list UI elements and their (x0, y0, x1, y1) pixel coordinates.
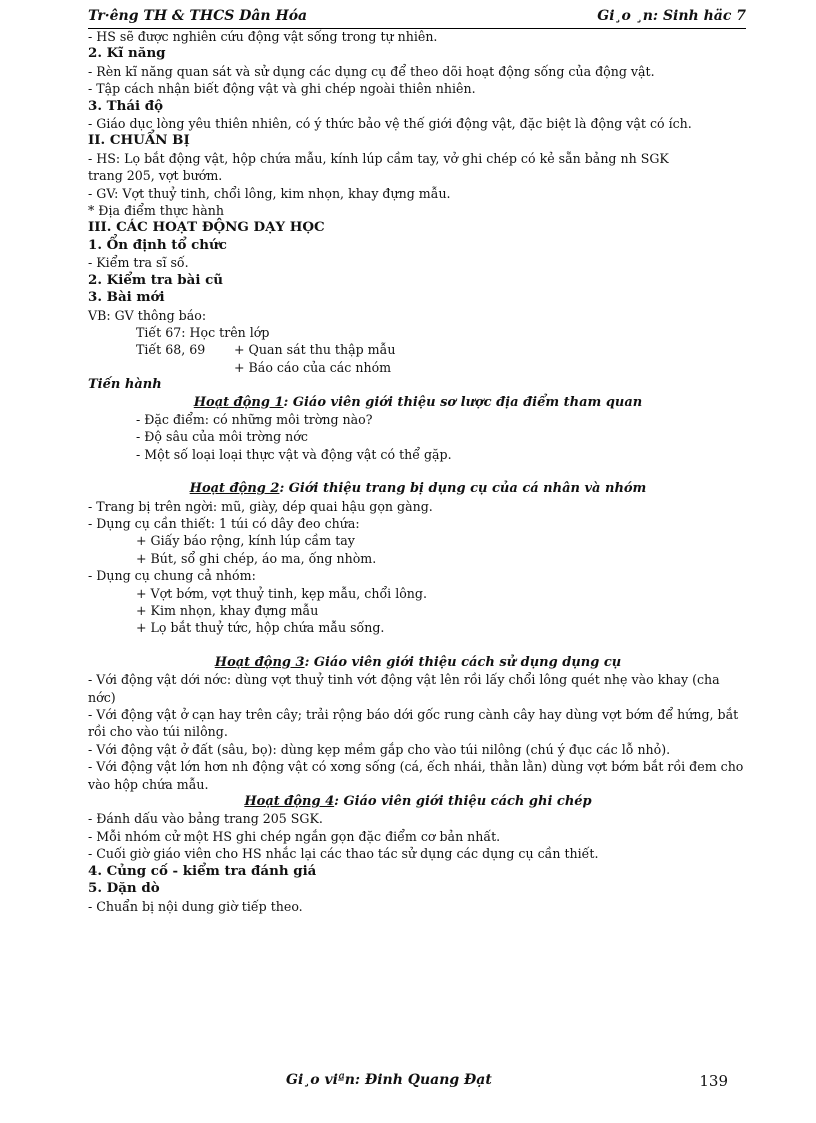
activity-title (88, 480, 748, 497)
schedule-line (88, 341, 748, 358)
list-item: - Một số loại loại thực vật và động vật có thể gặp. (136, 446, 452, 462)
schedule-line: Tiết 67: Học trên lớp (136, 324, 270, 340)
schedule-period: Tiết 68, 69 (136, 342, 206, 358)
section-heading: 3. Bài mới (88, 289, 165, 306)
activity-name: : Giáo viên giới thiệu sơ lược địa điểm tham quan (283, 394, 643, 410)
text-line: - HS: Lọ bắt động vật, hộp chứa mẫu, kính lúp cầm tay, vở ghi chép có kẻ sẵn bảng nh SGK (88, 150, 669, 166)
list-item: + Vợt bớm, vợt thuỷ tinh, kẹp mẫu, chổi lông. (136, 585, 427, 601)
section-heading: II. CHUẨN BỊ (88, 132, 190, 149)
page-number: 139 (699, 1072, 728, 1090)
text-line: - GV: Vợt thuỷ tinh, chổi lông, kim nhọn, khay đựng mẫu. (88, 185, 451, 201)
list-item: + Kim nhọn, khay đựng mẫu (136, 603, 319, 618)
paragraph: - Với động vật ở cạn hay trên cây; trải rộng báo dới gốc rung cành cây hay dùng vợt bớm để hứng, bắt rồi cho vào túi nilông. (88, 707, 739, 740)
text-line: - Chuẩn bị nội dung giờ tiếp theo. (88, 898, 303, 914)
spacer (88, 463, 748, 480)
activity-label: Hoạt động 3 (214, 654, 305, 670)
section-heading: III. CÁC HOẠT ĐỘNG DẠY HỌC (88, 219, 325, 236)
section-heading: 2. Kĩ năng (88, 45, 166, 62)
activity-label: Hoạt động 1 (193, 394, 284, 410)
list-item: + Giấy báo rộng, kính lúp cầm tay (136, 533, 355, 549)
text-line: * Địa điểm thực hành (88, 203, 224, 219)
text-line: - Dụng cụ cần thiết: 1 túi có dây đeo chứa: (88, 515, 360, 531)
paragraph: - Với động vật ở đất (sâu, bọ): dùng kẹp mềm gắp cho vào túi nilông (chú ý đục các lỗ nhỏ). (88, 741, 671, 757)
list-item: + Lọ bắt thuỷ tức, hộp chứa mẫu sống. (136, 620, 385, 636)
document-body (88, 28, 748, 915)
text-line: - Giáo dục lòng yêu thiên nhiên, có ý thức bảo vệ thế giới động vật, đặc biệt là động vật có ích. (88, 116, 692, 132)
paragraph: - Với động vật lớn hơn nh động vật có xơng sống (cá, ếch nhái, thằn lằn) dùng vợt bớm bắt rồi đem cho vào hộp chứa mẫu. (88, 759, 744, 792)
activity-label: Hoạt động 4 (244, 794, 335, 810)
page-footer (88, 1072, 728, 1096)
section-heading: 4. Củng cố - kiểm tra đánh giá (88, 862, 317, 879)
header-subject: Gi¸o ¸n: Sinh häc 7 (597, 8, 746, 24)
text-line: - Dụng cụ chung cả nhóm: (88, 568, 256, 584)
activity-name: : Giáo viên giới thiệu cách sử dụng dụng cụ (304, 654, 622, 670)
text-line: - Kiểm tra sĩ số. (88, 255, 189, 271)
activity-title (88, 793, 748, 810)
schedule-item: + Quan sát thu thập mẫu (234, 342, 396, 358)
text-line: - HS sẽ được nghiên cứu động vật sống trong tự nhiên. (88, 29, 438, 44)
text-line: trang 205, vợt bướm. (88, 168, 223, 184)
schedule-line: + Báo cáo của các nhóm (234, 359, 392, 375)
list-item: - Độ sâu của môi trờng nớc (136, 429, 308, 445)
page-header (88, 6, 746, 29)
section-heading: 3. Thái độ (88, 97, 164, 114)
activity-label: Hoạt động 2 (189, 481, 280, 497)
section-heading: Tiến hành (88, 377, 162, 393)
text-line: - Trang bị trên ngời: mũ, giày, dép quai hậu gọn gàng. (88, 498, 433, 514)
activity-name: : Giới thiệu trang bị dụng cụ của cá nhân và nhóm (279, 481, 647, 497)
text-line: - Cuối giờ giáo viên cho HS nhắc lại các thao tác sử dụng các dụng cụ cần thiết. (88, 846, 599, 862)
text-line: - Đánh dấu vào bảng trang 205 SGK. (88, 811, 323, 827)
text-line: VB: GV thông báo: (88, 307, 207, 323)
activity-name: : Giáo viên giới thiệu cách ghi chép (334, 794, 592, 810)
activity-title (88, 654, 748, 671)
activity-title (88, 394, 748, 411)
list-item: + Bút, sổ ghi chép, áo ma, ống nhòm. (136, 550, 377, 566)
text-line: - Mỗi nhóm cử một HS ghi chép ngắn gọn đặc điểm cơ bản nhất. (88, 828, 501, 844)
text-line: - Rèn kĩ năng quan sát và sử dụng các dụng cụ để theo dõi hoạt động sống của động vật. (88, 63, 655, 79)
section-heading: 5. Dặn dò (88, 880, 160, 897)
list-item: - Đặc điểm: có những môi trờng nào? (136, 411, 373, 427)
spacer (88, 637, 748, 654)
text-line: - Tập cách nhận biết động vật và ghi chép ngoài thiên nhiên. (88, 81, 476, 97)
footer-teacher: Gi¸o viªn: Đinh Quang Đạt (286, 1072, 492, 1088)
section-heading: 1. Ổn định tổ chức (88, 236, 227, 253)
paragraph: - Với động vật dới nớc: dùng vợt thuỷ tinh vớt động vật lên rồi lấy chổi lông quét nhẹ vào khay (cha nớc) (88, 672, 720, 705)
section-heading: 2. Kiểm tra bài cũ (88, 271, 223, 288)
header-school: Tr·êng TH & THCS Dân Hóa (88, 8, 308, 24)
